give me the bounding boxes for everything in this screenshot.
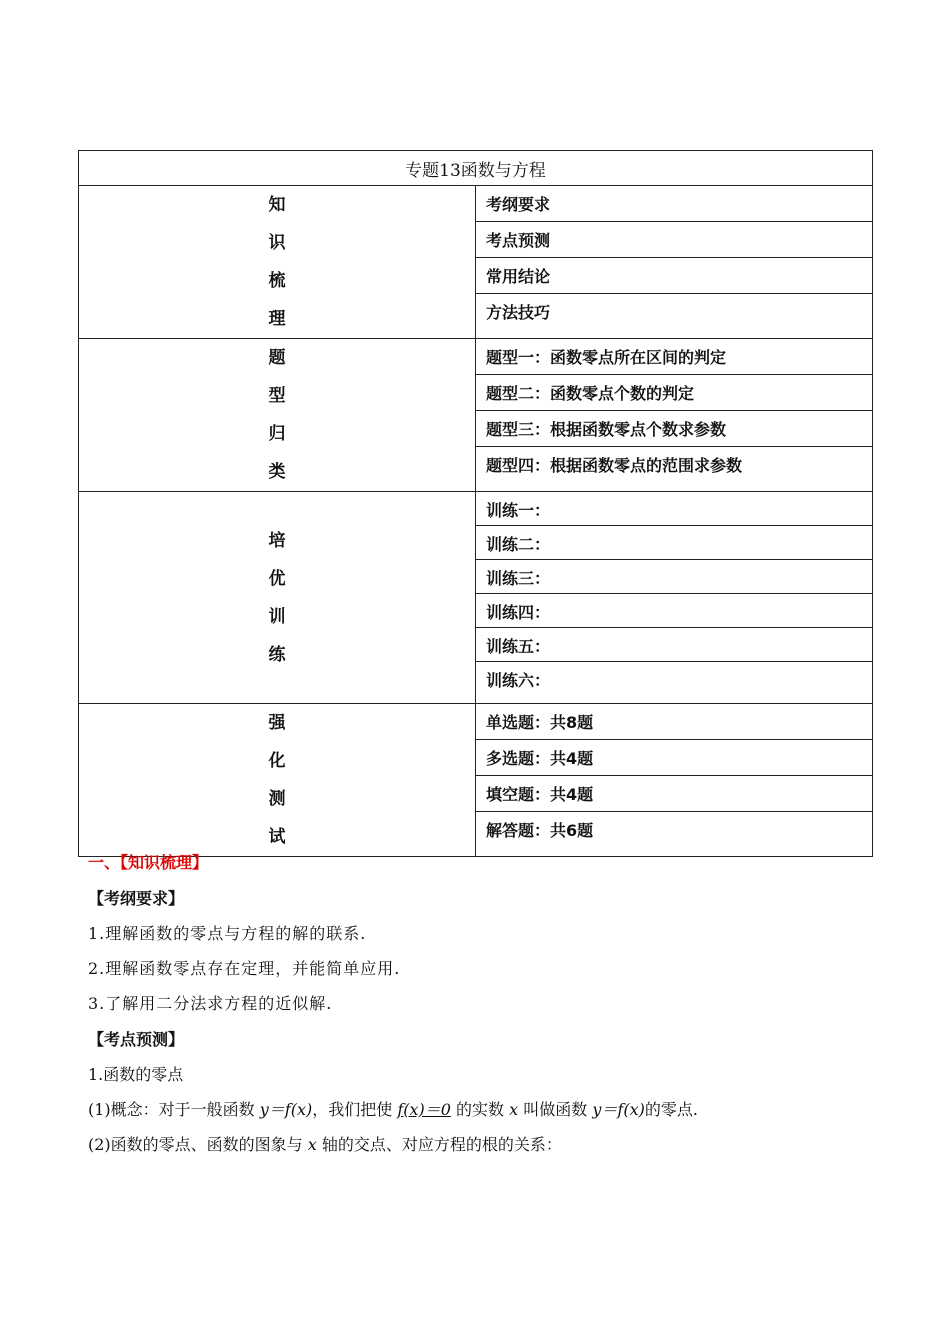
toc-table xyxy=(78,150,873,857)
toc-item: 题型二：函数零点个数的判定 xyxy=(476,375,873,411)
toc-title: 专题13函数与方程 xyxy=(79,151,873,186)
toc-item: 训练五： xyxy=(476,628,873,662)
toc-item: 训练四： xyxy=(476,594,873,628)
toc-item: 单选题：共8题 xyxy=(476,704,873,740)
toc-group-char: 化 xyxy=(268,751,286,771)
kagang-item-3: 3.了解用二分法求方程的近似解. xyxy=(88,994,333,1013)
toc-item: 填空题：共4题 xyxy=(476,776,873,812)
toc-group-char: 培 xyxy=(268,530,286,551)
concept-line xyxy=(88,1097,698,1120)
toc-item: 解答题：共6题 xyxy=(476,812,873,857)
concept-x: x xyxy=(509,1100,519,1119)
kagang-item-2: 2.理解函数零点存在定理，并能简单应用. xyxy=(88,959,401,978)
relation-post: 轴的交点、对应方程的根的关系： xyxy=(316,1135,562,1154)
relation-x: x xyxy=(307,1135,317,1154)
toc-group-char: 试 xyxy=(268,827,286,847)
toc-group-char: 知 xyxy=(268,195,286,215)
toc-item: 训练六： xyxy=(476,662,873,704)
concept-mid3: 叫做函数 xyxy=(518,1100,593,1119)
toc-group-label xyxy=(79,186,476,339)
toc-group-char: 题 xyxy=(268,348,286,368)
toc-item: 常用结论 xyxy=(476,258,873,294)
section-heading: 一、【知识梳理】 xyxy=(88,853,209,872)
toc-group-char: 训 xyxy=(268,606,286,627)
toc-group-label xyxy=(79,704,476,857)
toc-item: 题型三：根据函数零点个数求参数 xyxy=(476,411,873,447)
toc-item: 多选题：共4题 xyxy=(476,740,873,776)
toc-group-char: 优 xyxy=(268,568,286,589)
concept-pre: (1)概念：对于一般函数 xyxy=(88,1100,260,1119)
toc-group-char: 归 xyxy=(268,424,286,444)
toc-group-char: 梳 xyxy=(268,271,286,291)
toc-item: 训练一： xyxy=(476,492,873,526)
concept-post: 的零点. xyxy=(644,1100,698,1119)
toc-item: 训练三： xyxy=(476,560,873,594)
concept-mid1: ，我们把使 xyxy=(312,1100,398,1119)
concept-func1: y＝f(x) xyxy=(259,1100,313,1119)
toc-item: 方法技巧 xyxy=(476,294,873,339)
toc-group-label xyxy=(79,339,476,492)
concept-func2: y＝f(x) xyxy=(592,1100,645,1119)
toc-item: 题型一：函数零点所在区间的判定 xyxy=(476,339,873,375)
toc-group-char: 强 xyxy=(268,713,286,733)
toc-group-char: 练 xyxy=(268,644,286,665)
toc-item: 训练二： xyxy=(476,526,873,560)
toc-item: 考点预测 xyxy=(476,222,873,258)
kaodian-heading: 【考点预测】 xyxy=(88,1030,185,1049)
zero-heading: 1.函数的零点 xyxy=(88,1065,184,1084)
toc-item: 题型四：根据函数零点的范围求参数 xyxy=(476,447,873,492)
concept-mid2: 的实数 xyxy=(450,1100,510,1119)
concept-eq: f(x)＝0 xyxy=(397,1100,451,1119)
toc-group-label xyxy=(79,492,476,704)
toc-group-char: 识 xyxy=(268,233,286,253)
toc-group-char: 类 xyxy=(268,462,286,482)
toc-group-char: 型 xyxy=(268,386,286,406)
relation-pre: (2)函数的零点、函数的图象与 xyxy=(88,1135,308,1154)
toc-item: 考纲要求 xyxy=(476,186,873,222)
kagang-heading: 【考纲要求】 xyxy=(88,889,185,908)
toc-group-char: 理 xyxy=(268,309,286,329)
toc-group-char: 测 xyxy=(268,789,286,809)
kagang-item-1: 1.理解函数的零点与方程的解的联系. xyxy=(88,924,367,943)
relation-line xyxy=(88,1132,562,1155)
